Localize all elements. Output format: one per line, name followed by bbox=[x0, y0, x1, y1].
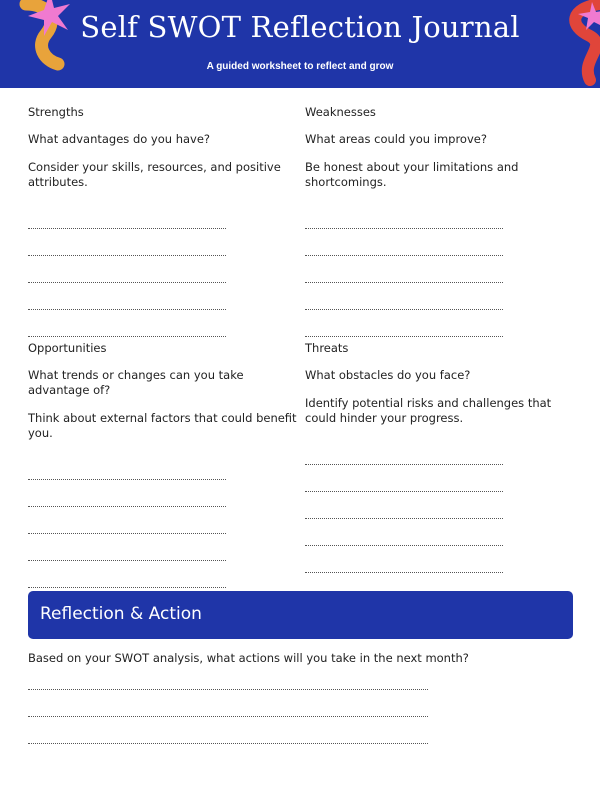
writing-line[interactable] bbox=[305, 202, 503, 229]
threats-hint: Identify potential risks and challenges that could hinder your progress. bbox=[305, 396, 552, 425]
reflection-question: Based on your SWOT analysis, what actions will you take in the next month? bbox=[28, 651, 469, 665]
writing-line[interactable] bbox=[305, 256, 503, 283]
strengths-title: Strengths bbox=[28, 105, 84, 119]
strengths-section bbox=[28, 105, 298, 337]
opportunities-writing-lines bbox=[28, 453, 298, 588]
reflection-writing-lines bbox=[28, 663, 428, 744]
writing-line[interactable] bbox=[28, 717, 428, 744]
threats-title: Threats bbox=[305, 341, 349, 355]
writing-line[interactable] bbox=[305, 492, 503, 519]
threats-section bbox=[305, 341, 575, 573]
opportunities-hint: Think about external factors that could benefit you. bbox=[28, 411, 297, 440]
threats-writing-lines bbox=[305, 438, 575, 573]
writing-line[interactable] bbox=[28, 202, 226, 229]
threats-question: What obstacles do you face? bbox=[305, 368, 471, 382]
opportunities-question: What trends or changes can you take advantage of? bbox=[28, 368, 244, 397]
weaknesses-question: What areas could you improve? bbox=[305, 132, 487, 146]
writing-line[interactable] bbox=[28, 229, 226, 256]
writing-line[interactable] bbox=[28, 690, 428, 717]
header-banner bbox=[0, 0, 600, 88]
writing-line[interactable] bbox=[28, 507, 226, 534]
strengths-writing-lines bbox=[28, 202, 298, 337]
orange-squiggle-icon bbox=[560, 0, 600, 86]
writing-line[interactable] bbox=[305, 438, 503, 465]
writing-line[interactable] bbox=[28, 256, 226, 283]
writing-line[interactable] bbox=[28, 663, 428, 690]
weaknesses-writing-lines bbox=[305, 202, 575, 337]
opportunities-title: Opportunities bbox=[28, 341, 107, 355]
reflection-banner bbox=[28, 591, 573, 639]
weaknesses-hint: Be honest about your limitations and shortcomings. bbox=[305, 160, 519, 189]
strengths-question: What advantages do you have? bbox=[28, 132, 211, 146]
weaknesses-title: Weaknesses bbox=[305, 105, 376, 119]
page-subtitle: A guided worksheet to reflect and grow bbox=[206, 61, 394, 72]
writing-line[interactable] bbox=[28, 283, 226, 310]
writing-line[interactable] bbox=[28, 561, 226, 588]
writing-line[interactable] bbox=[305, 283, 503, 310]
writing-line[interactable] bbox=[28, 310, 226, 337]
writing-line[interactable] bbox=[28, 453, 226, 480]
weaknesses-section bbox=[305, 105, 575, 337]
page-title: Self SWOT Reflection Journal bbox=[80, 10, 520, 44]
writing-line[interactable] bbox=[305, 519, 503, 546]
writing-line[interactable] bbox=[28, 534, 226, 561]
writing-line[interactable] bbox=[305, 465, 503, 492]
writing-line[interactable] bbox=[305, 310, 503, 337]
opportunities-section bbox=[28, 341, 298, 588]
writing-line[interactable] bbox=[305, 229, 503, 256]
writing-line[interactable] bbox=[28, 480, 226, 507]
strengths-hint: Consider your skills, resources, and positive attributes. bbox=[28, 160, 281, 189]
writing-line[interactable] bbox=[305, 546, 503, 573]
reflection-title: Reflection & Action bbox=[40, 604, 202, 624]
